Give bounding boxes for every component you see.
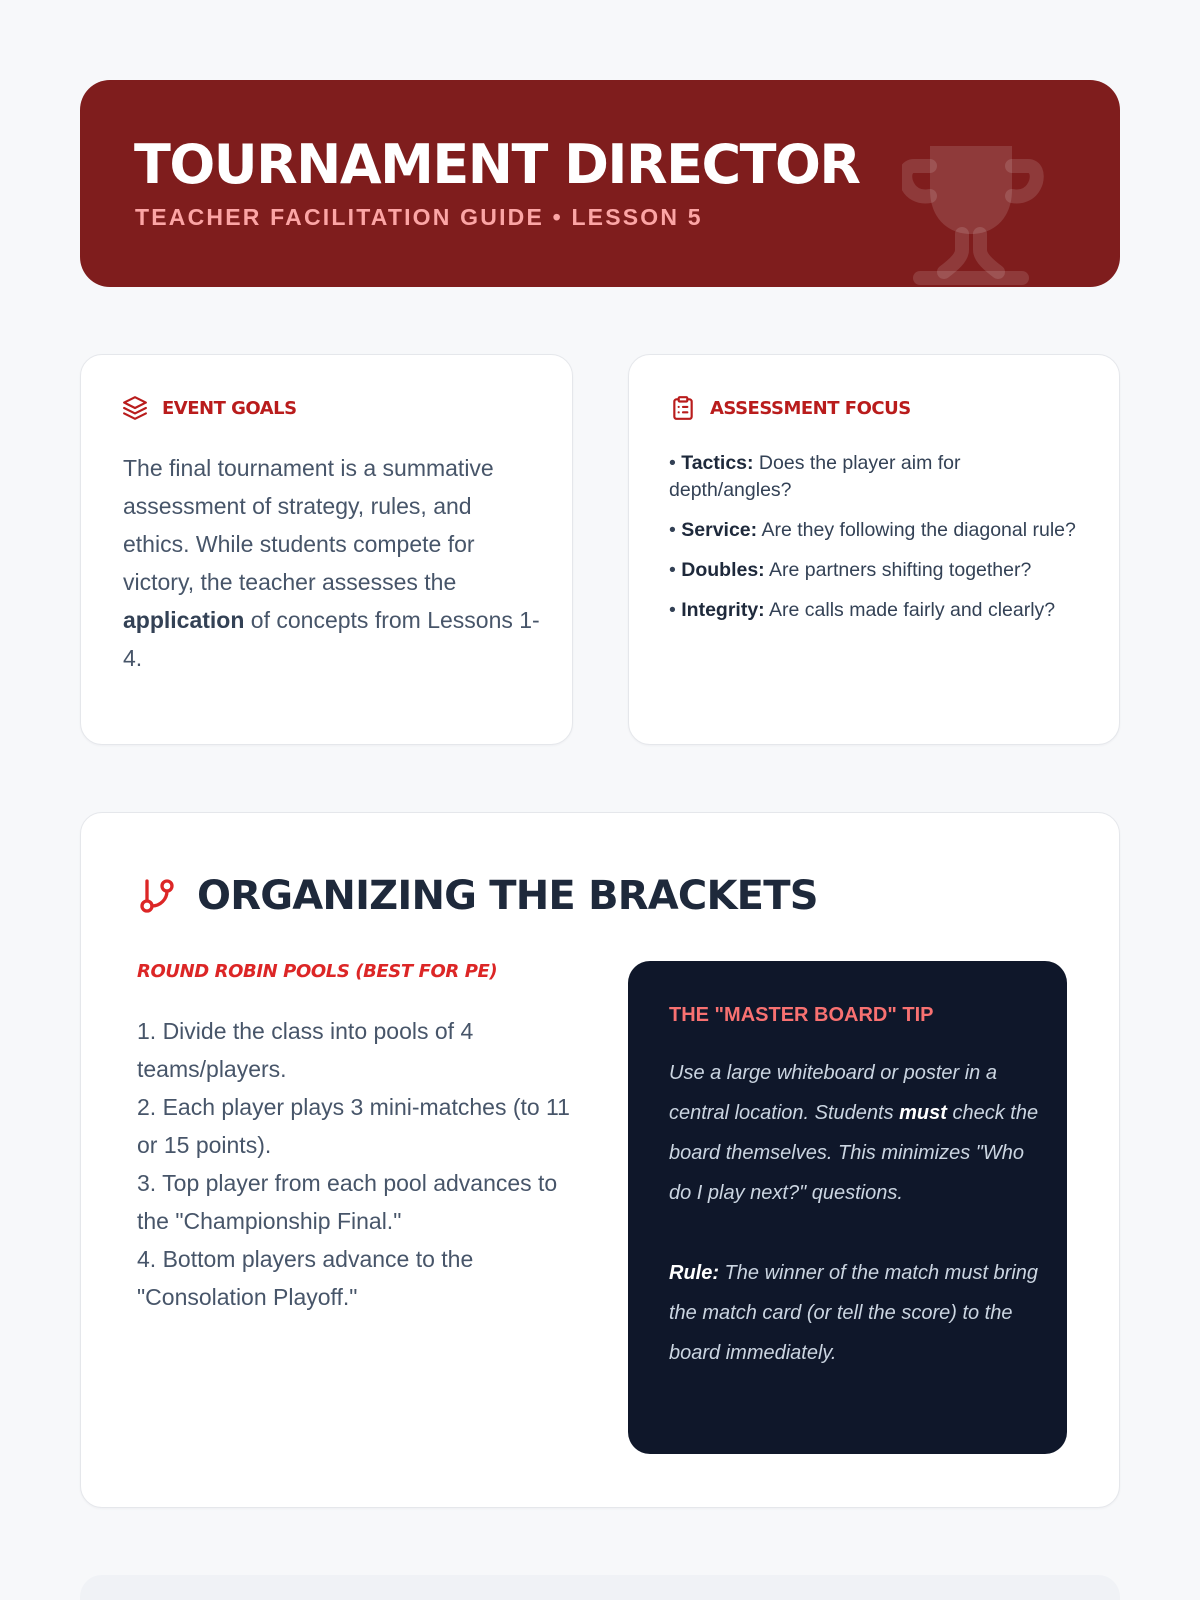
- tip-text: check the board themselves. This minimizes "Who do I play next?" questions.: [669, 1102, 1039, 1204]
- steps-list: [137, 1012, 587, 1316]
- list-item: [669, 597, 1079, 624]
- brackets-title: ORGANIZING THE BRACKETS: [197, 873, 818, 919]
- event-goals-text-part: of concepts from Lessons 1-4.: [123, 607, 540, 671]
- page-title: TOURNAMENT DIRECTOR: [134, 133, 860, 196]
- tip-emphasis: must: [899, 1102, 947, 1124]
- page-subtitle: TEACHER FACILITATION GUIDE • LESSON 5: [135, 204, 703, 230]
- master-board-tip: [628, 961, 1067, 1454]
- step-item: 4. Bottom players advance to the "Consolation Playoff.": [137, 1246, 474, 1310]
- tip-body: [669, 1053, 1039, 1373]
- header-banner: [80, 80, 1120, 287]
- assessment-focus-card: [628, 354, 1120, 745]
- bullet: •: [669, 519, 682, 541]
- step-item: 2. Each player plays 3 mini-matches (to 11 or 15 points).: [137, 1094, 570, 1158]
- list-item: [669, 557, 1079, 584]
- assessment-term: Tactics:: [681, 452, 754, 474]
- assessment-list: [669, 450, 1079, 637]
- assessment-focus-header: [670, 395, 911, 421]
- brackets-header: [137, 873, 818, 919]
- bullet: •: [669, 599, 682, 621]
- next-section-card: [80, 1575, 1120, 1600]
- paragraph-spacer: [669, 1213, 1039, 1253]
- assessment-text: Are they following the diagonal rule?: [757, 519, 1076, 541]
- assessment-term: Service:: [681, 519, 758, 541]
- tip-title: THE "MASTER BOARD" TIP: [669, 1004, 934, 1026]
- assessment-term: Doubles:: [681, 559, 765, 581]
- assessment-text: Are calls made fairly and clearly?: [764, 599, 1056, 621]
- brackets-card: [80, 812, 1120, 1508]
- list-item: [669, 450, 1079, 504]
- tip-paragraph: [669, 1253, 1039, 1373]
- git-branch-icon: [137, 876, 177, 916]
- event-goals-text: [123, 449, 543, 677]
- event-goals-emphasis: application: [123, 607, 245, 633]
- tip-text: Use a large whiteboard or poster in a central location. Students: [669, 1062, 997, 1124]
- step-item: 1. Divide the class into pools of 4 teams/players.: [137, 1018, 474, 1082]
- assessment-term: Integrity:: [681, 599, 765, 621]
- step-item: 3. Top player from each pool advances to the "Championship Final.": [137, 1170, 558, 1234]
- event-goals-text-part: The final tournament is a summative assessment of strategy, rules, and ethics. While students compete for victory, the teacher assesses the: [123, 455, 494, 595]
- assessment-focus-heading: ASSESSMENT FOCUS: [710, 397, 911, 419]
- event-goals-heading: EVENT GOALS: [162, 397, 297, 419]
- round-robin-subheading: ROUND ROBIN POOLS (BEST FOR PE): [137, 961, 498, 982]
- tip-rule-label: Rule:: [669, 1262, 719, 1284]
- assessment-text: Are partners shifting together?: [764, 559, 1032, 581]
- list-item: [669, 517, 1079, 544]
- event-goals-card: [80, 354, 573, 745]
- tip-paragraph: [669, 1053, 1039, 1213]
- trophy-icon: [902, 138, 1052, 287]
- clipboard-list-icon: [670, 395, 696, 421]
- layers-icon: [122, 395, 148, 421]
- bullet: •: [669, 559, 682, 581]
- assessment-text: Does the player aim for depth/angles?: [669, 452, 961, 501]
- event-goals-header: [122, 395, 297, 421]
- bullet: •: [669, 452, 682, 474]
- tip-text: The winner of the match must bring the match card (or tell the score) to the board immediately.: [669, 1262, 1039, 1364]
